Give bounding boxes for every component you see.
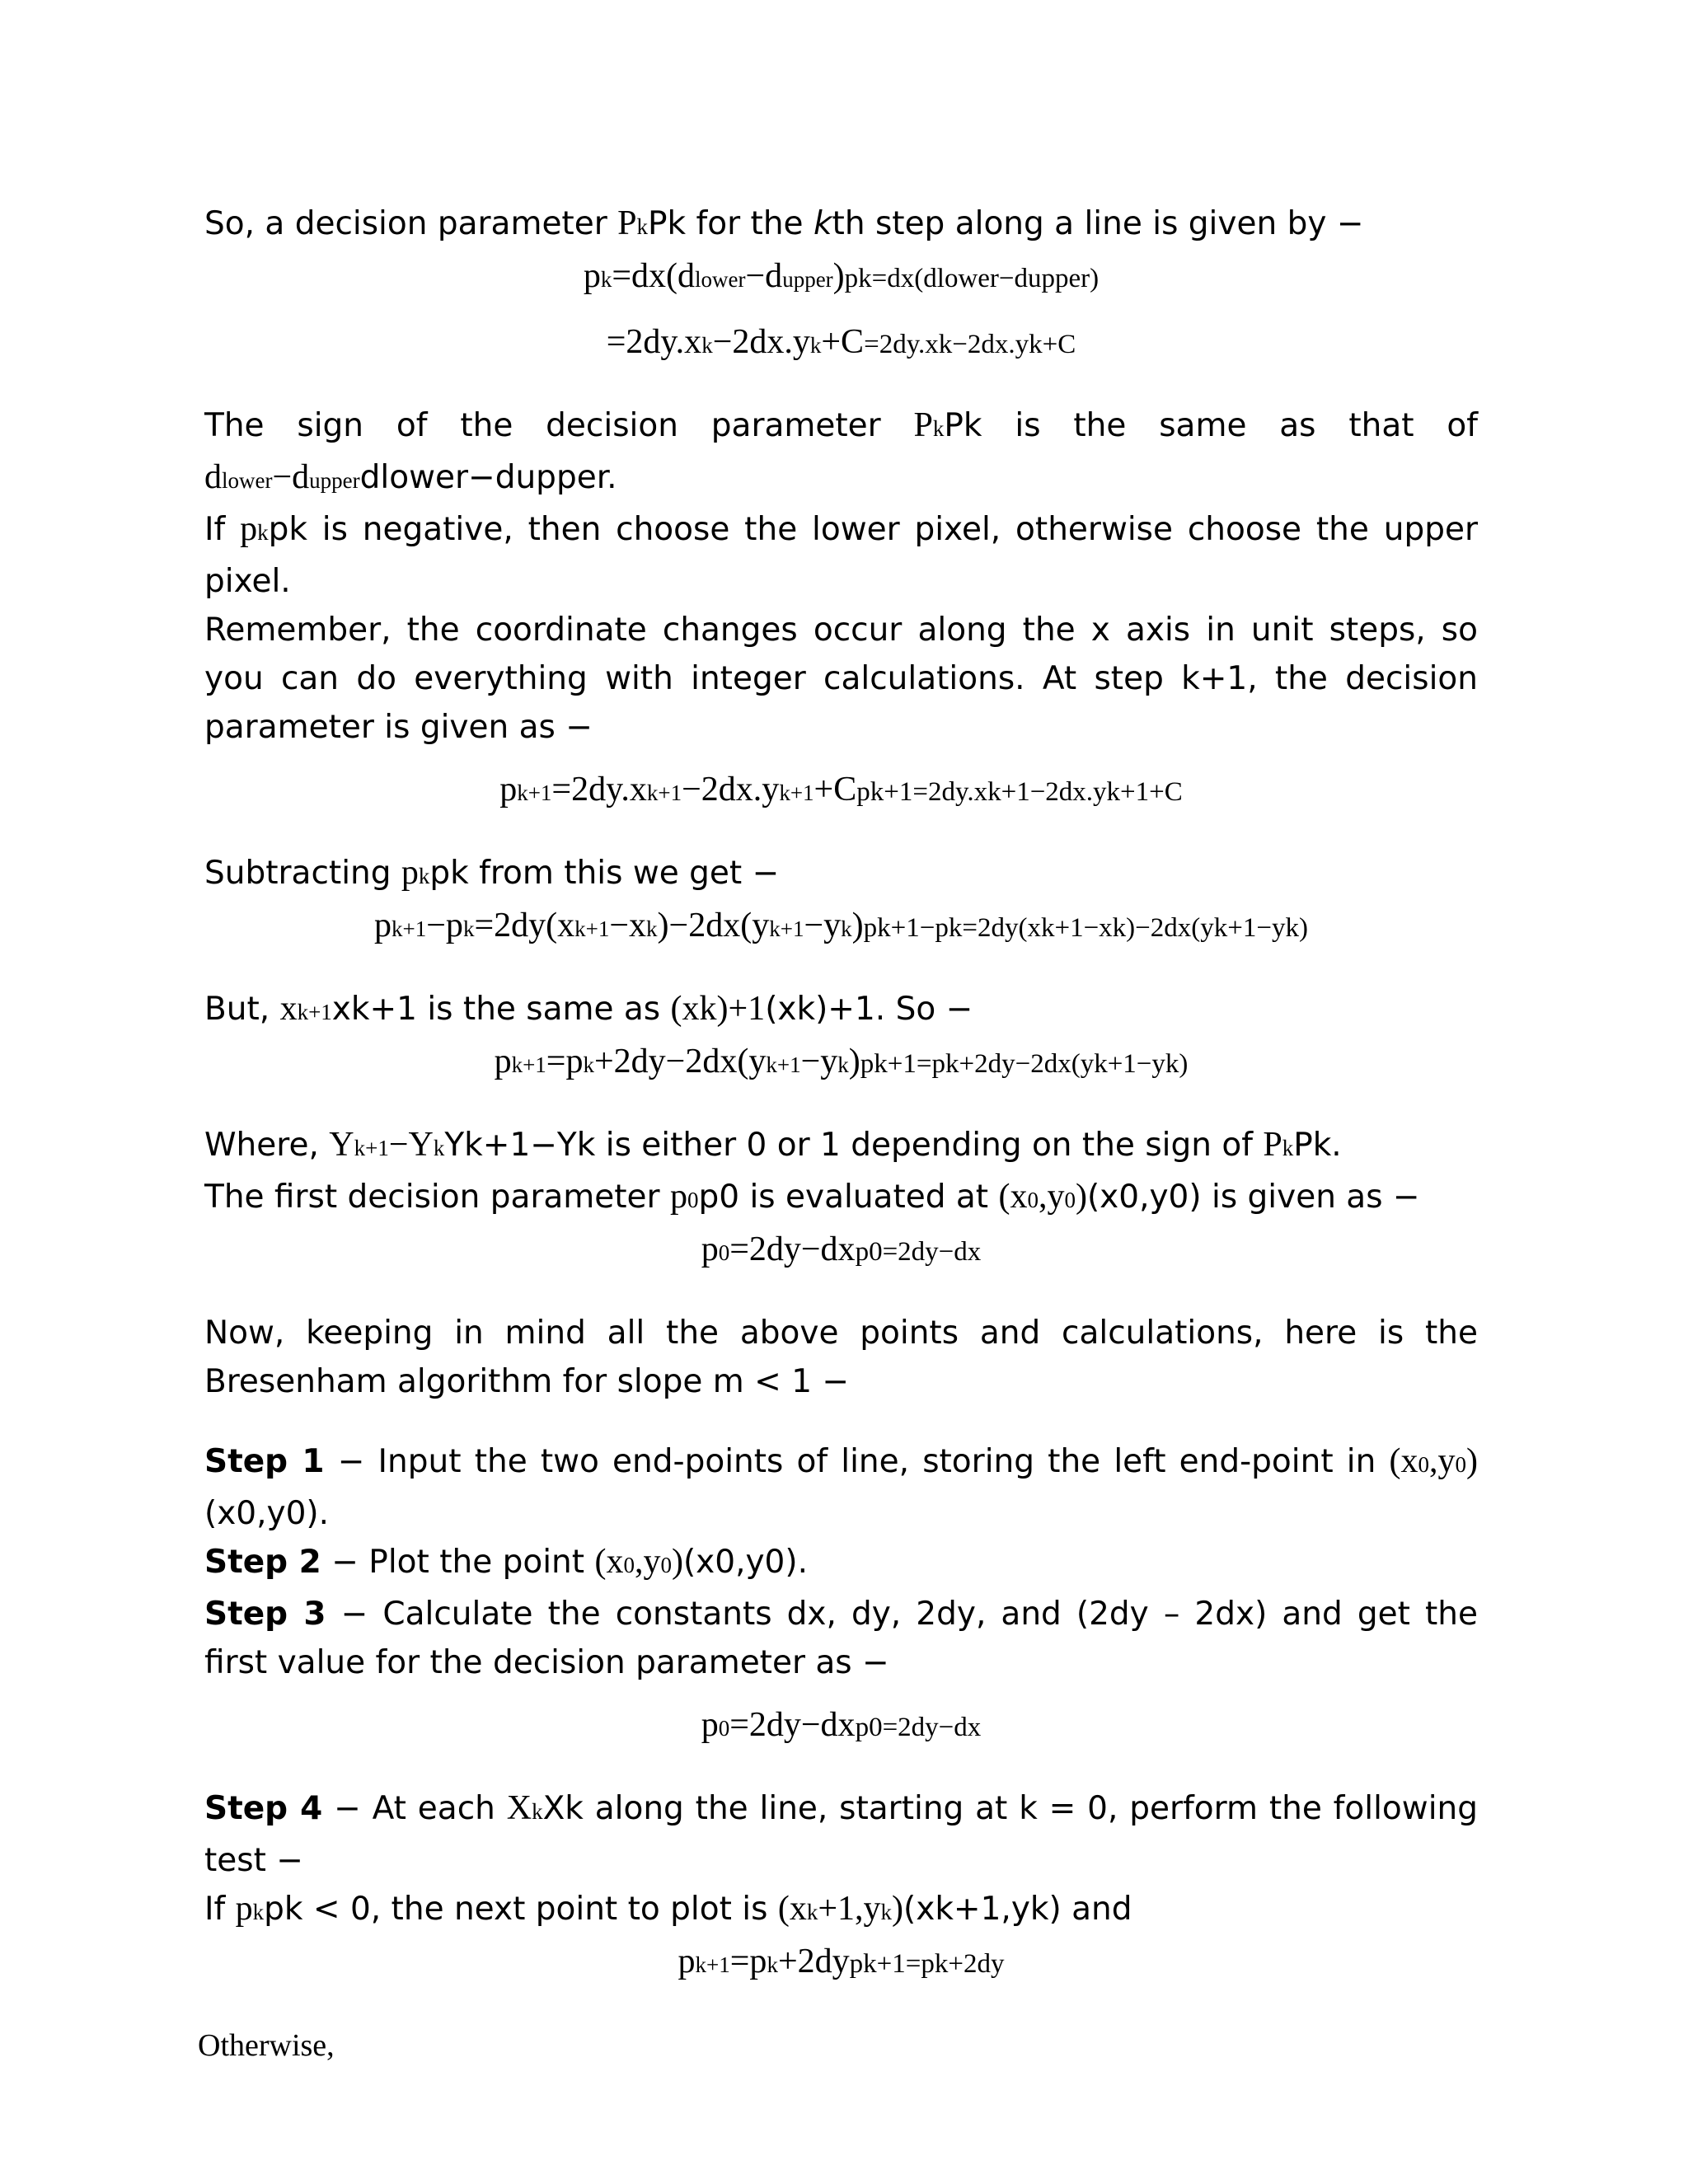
math-subscript: k bbox=[433, 1136, 445, 1160]
math-subscript: k bbox=[809, 333, 822, 358]
step-label: Step 1 bbox=[204, 1443, 325, 1480]
text-fragment: p bbox=[701, 1706, 719, 1744]
math-subscript: k+1 bbox=[779, 780, 814, 805]
math-subscript: k bbox=[767, 1952, 778, 1977]
math-subscript: 0 bbox=[1064, 1188, 1076, 1212]
text-fragment: ) bbox=[832, 257, 845, 295]
step-2 bbox=[204, 1538, 1478, 1590]
math-subscript: k bbox=[837, 1052, 849, 1077]
text-fragment: +C bbox=[821, 323, 865, 361]
math-subscript: k+1 bbox=[695, 1952, 730, 1977]
text-fragment: ) bbox=[851, 907, 864, 944]
text-fragment: If bbox=[204, 1891, 236, 1928]
text: k bbox=[813, 205, 832, 242]
text-fragment: =2dy.x bbox=[606, 323, 702, 361]
text-fragment: pk+1=pk+2dy−2dx(yk+1−yk) bbox=[860, 1049, 1189, 1079]
text-fragment: Pk is the same as that of bbox=[944, 407, 1479, 444]
paragraph-if bbox=[204, 1885, 1478, 1937]
text-fragment: ) bbox=[671, 1543, 683, 1581]
equation-2 bbox=[204, 317, 1478, 370]
math-subscript: lower bbox=[222, 468, 273, 493]
text-fragment: +2dy−2dx(y bbox=[593, 1043, 767, 1080]
math-subscript: k bbox=[532, 1799, 543, 1824]
text: th step along a line is given by − bbox=[832, 205, 1364, 242]
text-fragment: −y bbox=[804, 907, 842, 944]
text-fragment: p bbox=[583, 257, 601, 295]
text-fragment: ,y bbox=[1429, 1442, 1456, 1480]
text-fragment: pk is negative, then choose the lower pixel, otherwise choose the upper pixel. bbox=[204, 511, 1478, 600]
text-fragment: =dx(d bbox=[612, 257, 696, 295]
equation-7 bbox=[204, 1700, 1478, 1753]
text-fragment: P bbox=[913, 406, 933, 444]
math-subscript: k+1 bbox=[517, 780, 552, 805]
paragraph-intro bbox=[204, 199, 1478, 251]
text-fragment: xk+1 is the same as bbox=[331, 991, 671, 1028]
text-fragment: ) bbox=[892, 1890, 904, 1928]
text-fragment: P bbox=[1263, 1126, 1282, 1164]
text-fragment: pk+1=2dy.xk+1−2dx.yk+1+C bbox=[856, 777, 1183, 807]
paragraph-otherwise: Otherwise, bbox=[198, 2028, 335, 2063]
text-fragment: Xk along the line, starting at k = 0, perform the following test − bbox=[204, 1790, 1479, 1879]
text-fragment: d bbox=[204, 458, 222, 496]
text-fragment: (x bbox=[594, 1543, 624, 1581]
text-fragment: (x bbox=[777, 1890, 807, 1928]
math-subscript: k bbox=[880, 1900, 893, 1924]
text-fragment: +1,y bbox=[818, 1890, 881, 1928]
equation-6 bbox=[204, 1225, 1478, 1277]
math-subscript: 0 bbox=[623, 1553, 635, 1577]
text-fragment: =2dy−dx bbox=[729, 1230, 856, 1268]
math-subscript: k bbox=[806, 1900, 818, 1924]
math-subscript: k bbox=[1282, 1136, 1294, 1160]
math-subscript: k bbox=[600, 267, 612, 292]
text-fragment: If bbox=[204, 511, 241, 548]
math-subscript: k bbox=[841, 916, 852, 941]
text-fragment: p bbox=[235, 1890, 253, 1928]
text-fragment: − Calculate the constants dx, dy, 2dy, and (2dy – 2dx) and get the first value for the decision parameter as − bbox=[204, 1596, 1478, 1681]
paragraph-negative bbox=[204, 505, 1478, 606]
text-fragment: (x0,y0). bbox=[682, 1544, 808, 1581]
math-subscript: k+1 bbox=[511, 1052, 546, 1077]
text-fragment: pk+1=pk+2dy bbox=[849, 1949, 1005, 1979]
math-subscript: k+1 bbox=[354, 1136, 389, 1160]
math-subscript: 0 bbox=[1418, 1452, 1429, 1477]
equation-1 bbox=[204, 251, 1478, 304]
text-fragment: =2dy.x bbox=[551, 771, 647, 808]
math-subscript: k bbox=[583, 1052, 594, 1077]
text-fragment: =2dy−dx bbox=[729, 1706, 856, 1744]
text-fragment: The sign of the decision parameter bbox=[204, 407, 914, 444]
paragraph-first-decision bbox=[204, 1173, 1478, 1225]
math-subscript: 0 bbox=[718, 1716, 730, 1741]
text-fragment: pk=dx(dlower−dupper) bbox=[844, 264, 1100, 293]
math-subscript: k bbox=[418, 864, 430, 888]
text-fragment: −d bbox=[745, 257, 783, 295]
step-label: Step 3 bbox=[204, 1596, 326, 1633]
math-sub: k bbox=[636, 214, 649, 239]
math-subscript: k+1 bbox=[766, 1052, 801, 1077]
text-fragment: − Input the two end-points of line, storing the left end-point in bbox=[324, 1443, 1390, 1480]
equation-3 bbox=[204, 765, 1478, 818]
text-fragment: But, bbox=[204, 991, 280, 1028]
text-fragment: (xk+1,yk) and bbox=[903, 1891, 1132, 1928]
text-fragment: +C bbox=[814, 771, 857, 808]
step-4 bbox=[204, 1784, 1478, 1885]
text-fragment: (xk)+1. So − bbox=[765, 991, 973, 1028]
text-fragment: p0=2dy−dx bbox=[855, 1237, 982, 1267]
paragraph-where bbox=[204, 1121, 1478, 1173]
math-subscript: k bbox=[257, 520, 269, 545]
text-fragment: =p bbox=[729, 1943, 767, 1980]
document-body bbox=[198, 199, 1479, 2070]
math-subscript: 0 bbox=[1027, 1188, 1039, 1212]
paragraph-but bbox=[204, 985, 1478, 1037]
text-fragment: p bbox=[499, 771, 518, 808]
text-fragment: p0 is evaluated at bbox=[698, 1179, 999, 1216]
text-fragment: (x bbox=[998, 1178, 1028, 1216]
text-fragment: The first decision parameter bbox=[204, 1179, 670, 1216]
math-subscript: k bbox=[252, 1900, 265, 1924]
text-fragment: Y bbox=[329, 1126, 354, 1164]
text-fragment: −x bbox=[609, 907, 647, 944]
math-subscript: k+1 bbox=[646, 780, 682, 805]
math-subscript: 0 bbox=[718, 1240, 730, 1265]
text-fragment: Subtracting bbox=[204, 855, 401, 892]
paragraph-now: Now, keeping in mind all the above points and calculations, here is the Bresenham algorithm for slope m < 1 − bbox=[204, 1315, 1478, 1400]
text: So, a decision parameter bbox=[204, 205, 618, 242]
text-fragment: p bbox=[701, 1230, 719, 1268]
text-fragment: x bbox=[279, 990, 298, 1028]
text-fragment: p bbox=[374, 907, 392, 944]
paragraph-remember: Remember, the coordinate changes occur along the x axis in unit steps, so you can do everything with integer calculations. At step k+1, the decision parameter is given as − bbox=[204, 612, 1478, 746]
text-fragment: Pk. bbox=[1293, 1127, 1342, 1164]
text-fragment: −d bbox=[272, 458, 310, 496]
math-subscript: k bbox=[462, 916, 475, 941]
text-fragment: p bbox=[678, 1943, 696, 1980]
math-subscript: k bbox=[701, 333, 713, 358]
text-fragment: p bbox=[240, 510, 258, 548]
math-subscript: k bbox=[646, 916, 658, 941]
text-fragment: pk from this we get − bbox=[429, 855, 780, 892]
text-fragment: −y bbox=[800, 1043, 838, 1080]
math-subscript: 0 bbox=[687, 1188, 699, 1212]
text-fragment: ,y bbox=[634, 1543, 661, 1581]
text-fragment: −2dx.y bbox=[682, 771, 780, 808]
text-fragment: Where, bbox=[204, 1127, 330, 1164]
paragraph-sign bbox=[204, 401, 1478, 505]
step-3 bbox=[204, 1590, 1478, 1687]
text-fragment: −Y bbox=[388, 1126, 434, 1164]
math-subscript: k+1 bbox=[297, 1000, 332, 1024]
text-fragment: =p bbox=[546, 1043, 584, 1080]
math-subscript: k+1 bbox=[574, 916, 610, 941]
text-fragment: X bbox=[506, 1789, 532, 1827]
math-subscript: k+1 bbox=[769, 916, 804, 941]
text-fragment: p bbox=[670, 1178, 687, 1216]
text-fragment: +2dy bbox=[777, 1943, 850, 1980]
text-fragment: ) bbox=[848, 1043, 860, 1080]
text-fragment: p bbox=[401, 854, 419, 892]
equation-4 bbox=[204, 901, 1478, 954]
math-subscript: lower bbox=[695, 267, 746, 292]
math-subscript: 0 bbox=[660, 1553, 672, 1577]
text-fragment: − At each bbox=[322, 1790, 507, 1827]
math-subscript: upper bbox=[782, 267, 833, 292]
text-fragment: (xk)+1 bbox=[670, 990, 766, 1028]
equation-8 bbox=[204, 1937, 1478, 1990]
paragraph-subtracting bbox=[204, 849, 1478, 901]
step-label: Step 4 bbox=[204, 1790, 323, 1827]
text-fragment: p bbox=[494, 1043, 512, 1080]
text-fragment: − Plot the point bbox=[321, 1544, 595, 1581]
text-fragment: =2dy(x bbox=[474, 907, 575, 944]
text-fragment: (x bbox=[1389, 1442, 1418, 1480]
text: Pk for the bbox=[648, 205, 814, 242]
math-subscript: k bbox=[932, 416, 945, 441]
text-fragment: (x0,y0). bbox=[204, 1495, 330, 1532]
text-fragment: =2dy.xk−2dx.yk+C bbox=[864, 330, 1076, 359]
text-fragment: p0=2dy−dx bbox=[855, 1713, 982, 1742]
step-1 bbox=[204, 1437, 1478, 1538]
text-fragment: pk+1−pk=2dy(xk+1−xk)−2dx(yk+1−yk) bbox=[863, 913, 1308, 943]
math-subscript: upper bbox=[309, 468, 360, 493]
text-fragment: −2dx.y bbox=[712, 323, 810, 361]
text-fragment: ) bbox=[1075, 1178, 1087, 1216]
math-subscript: k+1 bbox=[392, 916, 427, 941]
math: P bbox=[617, 204, 637, 242]
text-fragment: ,y bbox=[1038, 1178, 1065, 1216]
equation-5 bbox=[204, 1037, 1478, 1090]
text-fragment: pk < 0, the next point to plot is bbox=[264, 1891, 778, 1928]
text-fragment: )−2dx(y bbox=[657, 907, 770, 944]
text-fragment: dlower−dupper. bbox=[359, 459, 617, 496]
step-label: Step 2 bbox=[204, 1544, 321, 1581]
math-subscript: 0 bbox=[1455, 1452, 1466, 1477]
text-fragment: Yk+1−Yk is either 0 or 1 depending on the sign of bbox=[444, 1127, 1264, 1164]
text-fragment: ) bbox=[1466, 1442, 1478, 1480]
text-fragment: (x0,y0) is given as − bbox=[1086, 1179, 1420, 1216]
text-fragment: −p bbox=[426, 907, 463, 944]
